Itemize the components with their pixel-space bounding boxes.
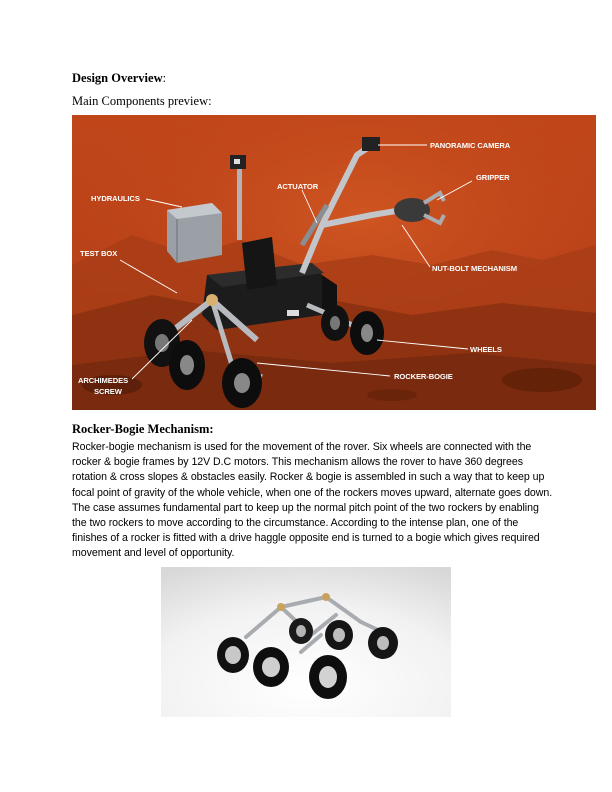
design-overview-colon: : (162, 71, 167, 85)
rocker-bogie-model-image (161, 567, 451, 717)
paragraph-line: rocker & bogie frames by 12V D.C motors. This mechanism allows the rover to have 360 degrees (72, 456, 523, 469)
label-wheels: WHEELS (470, 345, 502, 354)
label-nut-bolt-mechanism: NUT-BOLT MECHANISM (432, 264, 517, 273)
paragraph-line: The case assumes fundamental part to keep up the normal pitch point of the two rockers by enabling (72, 501, 539, 514)
label-actuator: ACTUATOR (277, 182, 319, 191)
paragraph-line: the two rockers to move according to the circumstance. According to the intense plan, one of the (72, 517, 519, 530)
paragraph-line: focal point of gravity of the whole vehicle, when one of the rockers moves upward, alternate goes down. (72, 486, 553, 499)
rover-components-image (72, 115, 596, 410)
label-gripper: GRIPPER (476, 173, 510, 182)
design-overview-heading (72, 71, 166, 86)
main-components-subtitle: Main Components preview: (72, 94, 212, 108)
label-rocker-bogie: ROCKER-BOGIE (394, 372, 453, 381)
paragraph-line: finishes of a rocker is fitted with a drive haggle opposite end is turned to a bogie which gives required (72, 532, 540, 545)
rocker-bogie-paragraph (72, 440, 553, 562)
rocker-bogie-heading: Rocker-Bogie Mechanism: (72, 422, 214, 436)
paragraph-line: movement and level of opportunity. (72, 547, 235, 560)
label-panoramic-camera: PANORAMIC CAMERA (430, 141, 511, 150)
label-archimedes: ARCHIMEDES (78, 376, 129, 385)
rocker-bogie-model-figure (161, 567, 451, 717)
label-hydraulics: HYDRAULICS (91, 194, 140, 203)
label-screw: SCREW (94, 387, 122, 396)
paragraph-line: rotation & cross slopes & obstacles easily. Rocker & bogie is assembled in such a way that to keep up (72, 471, 545, 484)
rover-components-figure (72, 115, 596, 410)
paragraph-line: Rocker-bogie mechanism is used for the movement of the rover. Six wheels are connected with the (72, 441, 532, 453)
label-test-box: TEST BOX (80, 249, 118, 258)
design-overview-title: Design Overview (72, 71, 163, 85)
